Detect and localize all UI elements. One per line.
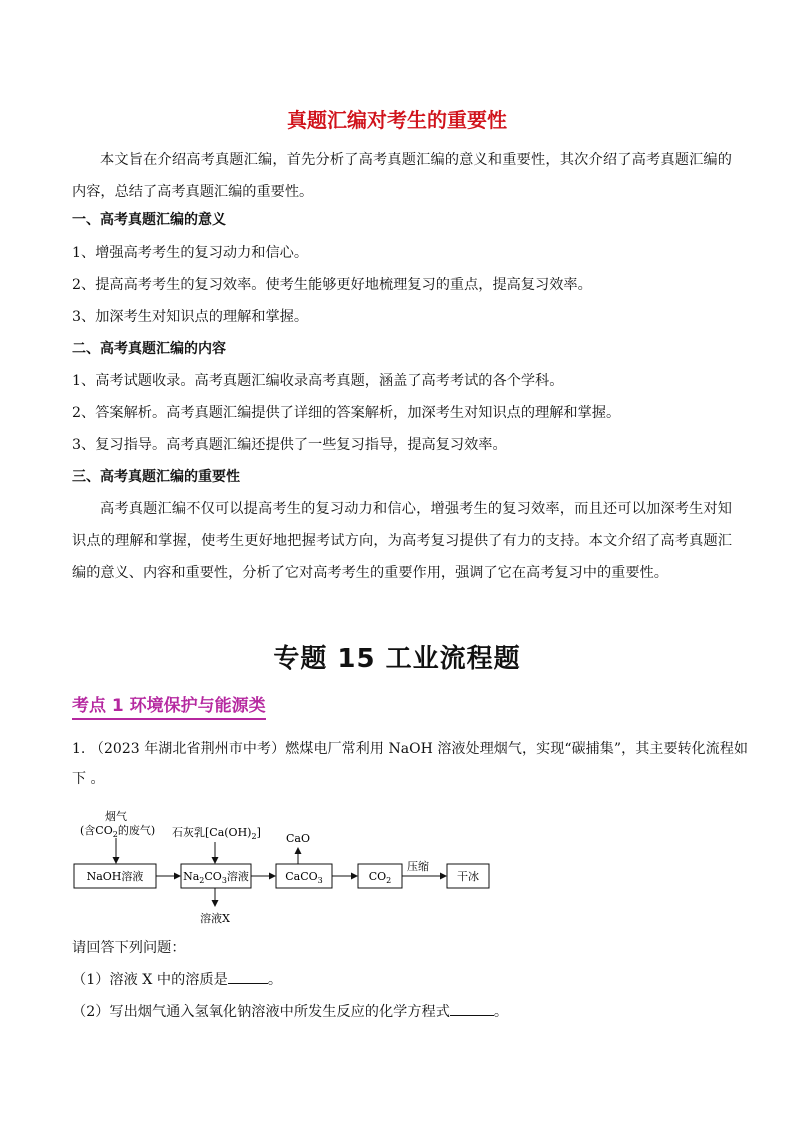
section2-item-3: 3、复习指导。高考真题汇编还提供了一些复习指导，提高复习效率。 (72, 437, 507, 453)
lime-milk-label: 石灰乳$[Ca(OH)_2]$ (172, 826, 261, 841)
smoke-label-line2: (含$CO_2$的废气) (80, 824, 156, 839)
question-1-sub1 (72, 969, 752, 990)
section2-heading: 二、高考真题汇编的内容 (72, 341, 226, 357)
box-dry-ice-label: 干冰 (457, 870, 479, 883)
box-caco3-label: CaCO$_3$ (285, 870, 323, 885)
section1-heading: 一、高考真题汇编的意义 (72, 212, 226, 228)
question-1-sub2-text: （2）写出烟气通入氢氧化钠溶液中所发生反应的化学方程式 (72, 1004, 450, 1020)
question-1-sub2-suffix: 。 (493, 1004, 509, 1020)
solution-x-label: 溶液X (200, 912, 230, 925)
cao-label: CaO (286, 832, 310, 845)
flow-diagram (72, 808, 512, 932)
section3-heading: 三、高考真题汇编的重要性 (72, 469, 240, 485)
section1-item-2: 2、提高高考考生的复习效率。使考生能够更好地梳理复习的重点，提高复习效率。 (72, 277, 592, 293)
box-na2co3-label: $Na_2CO_3$溶液 (183, 870, 249, 885)
box-co2-label: $CO_2$ (368, 870, 392, 885)
section1-item-3: 3、加深考生对知识点的理解和掌握。 (72, 309, 309, 325)
section2-item-2: 2、答案解析。高考真题汇编提供了详细的答案解析，加深考生对知识点的理解和掌握。 (72, 405, 621, 421)
question-1-prompt: 请回答下列问题： (72, 940, 186, 956)
question-1-sub1-text: （1）溶液 X 中的溶质是 (72, 972, 228, 988)
section3-body: 高考真题汇编不仅可以提高考生的复习动力和信心，增强考生的复习效率，而且还可以加深考生对知识点的理解和掌握，使考生更好地把握考试方向，为高考复习提供了有力的支持。本文介绍了高考真题汇编的意义、内容和重要性，分析了它对高考考生的重要作用，强调了它在高考复习中的重要性。 (72, 501, 732, 581)
smoke-label-line1: 烟气 (105, 810, 127, 823)
document-title: 真题汇编对考生的重要性 (287, 108, 507, 132)
special-topic-title: 专题 15 工业流程题 (273, 644, 521, 674)
question-1-sub1-suffix: 。 (267, 972, 283, 988)
compress-label: 压缩 (407, 860, 429, 873)
kaodian-heading: 考点 1 环境保护与能源类 (72, 694, 266, 720)
question-1-sub2 (72, 1001, 752, 1022)
box-naoh-label: NaOH溶液 (86, 870, 144, 883)
section2-item-1: 1、高考试题收录。高考真题汇编收录高考真题，涵盖了高考考试的各个学科。 (72, 373, 564, 389)
answer-blank-2[interactable] (450, 1001, 494, 1016)
section1-item-1: 1、增强高考考生的复习动力和信心。 (72, 245, 309, 261)
answer-blank-1[interactable] (228, 969, 268, 984)
question-1-stem: 1. （2023 年湖北省荆州市中考）燃煤电厂常利用 NaOH 溶液处理烟气，实现“碳捕集”，其主要转化流程如下 。 (72, 741, 748, 787)
intro-paragraph: 本文旨在介绍高考真题汇编，首先分析了高考真题汇编的意义和重要性，其次介绍了高考真题汇编的内容，总结了高考真题汇编的重要性。 (72, 152, 732, 200)
